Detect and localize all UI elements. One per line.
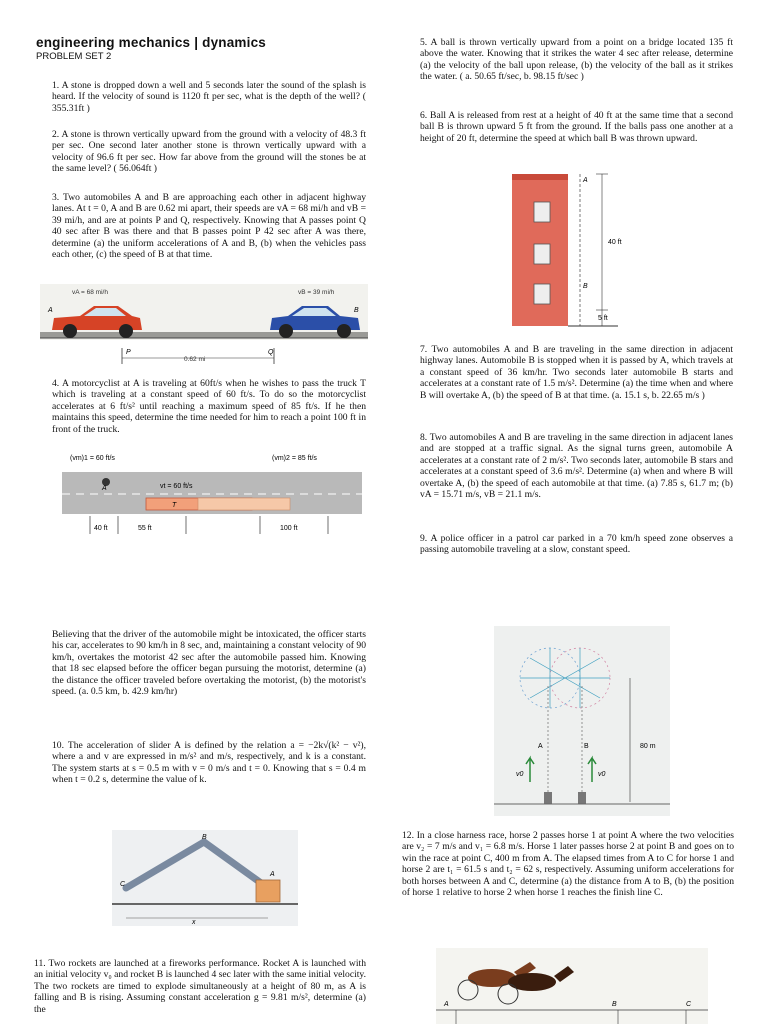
point-p: P	[126, 349, 131, 356]
problem-4: 4. A motorcyclist at A is traveling at 60ft/s when he wishes to pass the truck T which is traveling at a constant speed of 60 ft/s. To do so the motorcyclist accelerates at 6 ft/s² until reaching a maximum speed of 85 ft/s. If he then maintains this speed, determine the time needed for him to reach a point 100 ft in front of the truck.	[52, 378, 366, 435]
v0-b: v0	[598, 771, 606, 778]
problem-5: 5. A ball is thrown vertically upward from a point on a bridge located 135 ft above the water. Knowing that it strikes the water 4 sec after release, determine (a) the velocity of the ball upon release, (b) the velocity of the ball as it strikes the water. ( a. 50.65 ft/sec, b. 98.15 ft/sec )	[420, 37, 733, 83]
point-q: Q	[268, 349, 274, 356]
car-b-speed: vB = 39 mi/h	[298, 289, 335, 296]
label-t: T	[172, 502, 177, 509]
problem-6: 6. Ball A is released from rest at a height of 40 ft at the same time that a second ball B is thrown upward 5 ft from the ground. If the balls pass one another at a height of 20 ft, determine the speed at which ball B was thrown upward.	[420, 110, 733, 144]
problem-2: 2. A stone is thrown vertically upward from the ground with a velocity of 48.3 ft per sec. One second later another stone is thrown vertically upward with a velocity of 96.6 ft per sec. How far above from the ground will the stones be at the same level? ( 56.064ft )	[52, 129, 366, 175]
figure-rockets	[494, 626, 670, 816]
v0-a: v0	[516, 771, 524, 778]
page-title: engineering mechanics | dynamics	[36, 35, 267, 50]
car-a-speed: vA = 68 mi/h	[72, 289, 108, 296]
figure-building	[508, 170, 634, 328]
problem-12: 12. In a close harness race, horse 2 passes horse 1 at point A where the two velocities are v₂ = 7 m/s and v₁ = 6.8 m/s. Horse 1 later passes horse 2 at point B and goes on to win the race at point C, 400 m from A. The elapsed times from A to C for horse 1 and horse 2 are t₁ = 61.5 s and t₂ = 62 s, respectively. Assuming uniform accelerations for both horses between A and C, determine (a) the distance from A to B, (b) the position of horse 1 relative to horse 2 when horse 1 reaches the finish line C.	[402, 830, 734, 899]
label-a: A	[538, 743, 543, 750]
point-c: C	[686, 1001, 692, 1008]
problem-9: 9. A police officer in a patrol car parked in a 70 km/h speed zone observes a passing automobile traveling at a slow, constant speed.	[420, 533, 733, 556]
speed-vt: vt = 60 ft/s	[160, 483, 193, 490]
page-subtitle: PROBLEM SET 2	[36, 51, 112, 62]
problem-7: 7. Two automobiles A and B are traveling in the same direction in adjacent highway lanes. Automobile B is stopped when it is passed by A, which travels at a constant speed of 36 km/hr. Two seconds later automobile B starts and accelerates at a constant rate of 1.5 m/s². Determine (a) the time when and where B will overtake A, (b) the speed of B at that time. (a. 15.1 s, b. 22.65 m/s )	[420, 344, 733, 401]
figure-cars	[40, 284, 368, 368]
label-c: C	[120, 881, 126, 888]
problem-1: 1. A stone is dropped down a well and 5 seconds later the sound of the splash is heard. If the velocity of sound is 1120 ft per sec, what is the depth of the well? ( 355.31ft )	[52, 80, 366, 114]
label-a: A	[270, 871, 275, 878]
dim-40ft: 40 ft	[94, 525, 108, 532]
label-x: x	[192, 919, 196, 926]
problem-8: 8. Two automobiles A and B are traveling in the same direction in adjacent lanes and are stopped at a traffic signal. As the signal turns green, automobile A accelerates at a constant rate of 2 m/s². Two seconds later, automobile B stars and accelerates at a constant speed of 3.6 m/s². Determine (a) when and where B will overtake A, (b) the speed of each automobile at that time. (a) 7.85 s, 61.7 m; (b) vA = 15.71 m/s, vB = 21.1 m/s.	[420, 432, 733, 501]
problem-9-continued: Believing that the driver of the automobile might be intoxicated, the officer starts his car, accelerates to 90 km/h in 8 sec, and, maintaining a constant velocity of 90 km/h, overtakes the motorist 42 sec after the automobile passed him. Knowing that 18 sec elapsed before the officer began pursuing the motorist, determine (a) the distance the officer traveled before overtaking the motorist, (b) the motorist's speed. (a. 0.5 km, b. 42.9 km/hr)	[52, 629, 366, 698]
point-b: B	[612, 1001, 617, 1008]
car-a-label: A	[48, 307, 53, 314]
slider-a	[256, 880, 280, 902]
label-b: B	[583, 283, 588, 290]
height-5ft: 5 ft	[598, 315, 608, 322]
figure-truck	[62, 450, 362, 536]
figure-race	[436, 948, 708, 1024]
car-b-label: B	[354, 307, 359, 314]
label-b: B	[202, 834, 207, 841]
label-a: A	[102, 485, 107, 492]
dim-100ft: 100 ft	[280, 525, 298, 532]
label-a: A	[583, 177, 588, 184]
speed-vm1: (vm)1 = 60 ft/s	[70, 455, 115, 462]
height-80m: 80 m	[640, 743, 656, 750]
label-b: B	[584, 743, 589, 750]
problem-3: 3. Two automobiles A and B are approaching each other in adjacent highway lanes. At t = 0, A and B are 0.62 mi apart, their speeds are vA = 68 mi/h and vB = 39 mi/h, and are at points P and Q, respectively. Knowing that A passes point Q 40 sec after B was there and that B passes point P 42 sec after A was there, determine (a) the uniform accelerations of A and B, (b) when the vehicles pass each other, (c) the speed of B at that time.	[52, 192, 366, 261]
distance-label: 0.62 mi	[184, 356, 206, 363]
problem-10: 10. The acceleration of slider A is defined by the relation a = −2k√(k² − v²), where a and v are expressed in m/s² and m/s, respectively, and k is a constant. The system starts at s = 0.5 m with v = 0 m/s and t = 0. Knowing that s = 0.4 m when t = 0.2 s, determine the value of k.	[52, 740, 366, 786]
problem-11: 11. Two rockets are launched at a fireworks performance. Rocket A is launched with an initial velocity v₀ and rocket B is launched 4 sec later with the same initial velocity. The two rockets are timed to explode simultaneously at a height of 80 m, as A is falling and B is rising. Assuming constant acceleration g = 9.81 m/s², determine (a) the	[34, 958, 366, 1015]
speed-vm2: (vm)2 = 85 ft/s	[272, 455, 317, 462]
height-40ft: 40 ft	[608, 239, 622, 246]
point-a: A	[444, 1001, 449, 1008]
figure-slider	[112, 830, 298, 926]
dim-55ft: 55 ft	[138, 525, 152, 532]
